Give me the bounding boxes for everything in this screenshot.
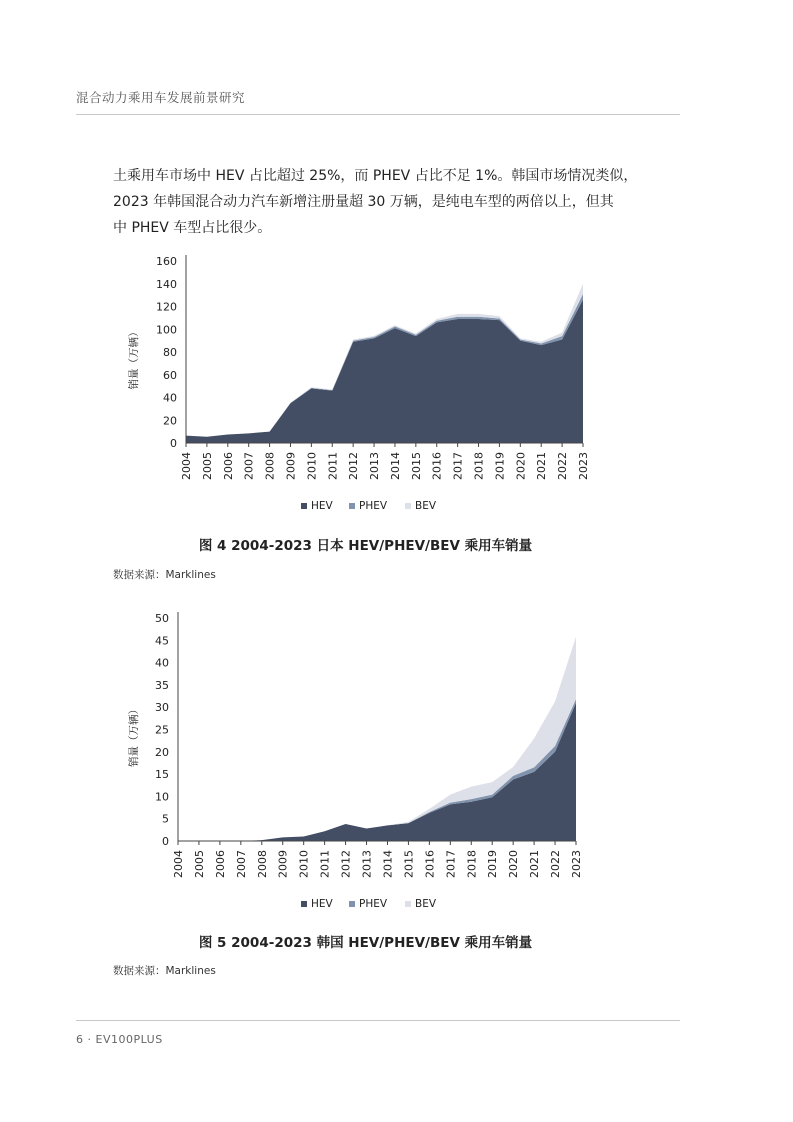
x-tick-label: 2009: [276, 850, 290, 878]
y-axis-label: 销量（万辆）: [128, 326, 140, 390]
x-tick-label: 2006: [213, 850, 227, 878]
y-tick-label: 60: [163, 368, 177, 382]
x-tick-label: 2021: [528, 850, 542, 878]
y-tick-label: 160: [156, 255, 177, 268]
y-tick-label: 0: [162, 835, 169, 848]
x-tick-label: 2021: [535, 452, 549, 480]
x-tick-label: 2014: [381, 850, 395, 878]
x-tick-label: 2017: [444, 850, 458, 878]
body-paragraph: [113, 163, 638, 241]
legend-swatch-phev: [349, 503, 355, 509]
x-tick-label: 2009: [284, 452, 298, 480]
page-footer: 6 · EV100PLUS: [76, 1033, 163, 1046]
footer-divider: [76, 1020, 680, 1021]
x-tick-label: 2005: [192, 850, 206, 878]
x-tick-label: 2022: [556, 452, 570, 480]
y-tick-label: 80: [163, 346, 177, 359]
x-tick-label: 2020: [514, 452, 528, 480]
y-tick-label: 0: [170, 437, 177, 450]
x-tick-label: 2019: [493, 452, 507, 480]
legend-label-bev: BEV: [415, 500, 437, 512]
x-tick-label: 2015: [402, 850, 416, 878]
body-line: 2023 年韩国混合动力汽车新增注册量超 30 万辆，是纯电车型的两倍以上，但其: [113, 194, 614, 210]
y-tick-label: 20: [155, 745, 169, 759]
x-tick-label: 2022: [549, 850, 563, 878]
y-tick-label: 50: [155, 612, 169, 625]
x-tick-label: 2015: [409, 452, 423, 480]
x-tick-label: 2011: [326, 452, 340, 480]
x-tick-label: 2013: [368, 452, 382, 480]
x-tick-label: 2004: [172, 850, 185, 878]
x-tick-label: 2012: [339, 850, 353, 878]
header-divider: [76, 114, 680, 115]
x-tick-label: 2018: [472, 452, 486, 480]
x-tick-label: 2019: [486, 850, 500, 878]
x-tick-label: 2006: [221, 452, 235, 480]
header-title: 混合动力乘用车发展前景研究: [76, 90, 246, 105]
body-line: 中 PHEV 车型占比很少。: [113, 220, 272, 236]
x-tick-label: 2016: [423, 850, 437, 878]
legend-label-phev: PHEV: [359, 898, 388, 910]
y-tick-label: 10: [155, 790, 169, 804]
y-tick-label: 5: [162, 812, 169, 826]
x-tick-label: 2004: [180, 452, 193, 480]
x-tick-label: 2007: [242, 452, 256, 480]
x-tick-label: 2010: [297, 850, 311, 878]
y-tick-label: 120: [156, 300, 177, 314]
area-hev: [186, 300, 583, 443]
y-axis-label: 销量（万辆）: [128, 704, 140, 767]
x-tick-label: 2020: [507, 850, 521, 878]
x-tick-label: 2017: [451, 452, 465, 480]
body-line: 土乘用车市场中 HEV 占比超过 25%，而 PHEV 占比不足 1%。韩国市场情况类似，: [113, 168, 638, 184]
x-tick-label: 2008: [263, 452, 277, 480]
figure-4-source: 数据来源：Marklines: [113, 569, 216, 581]
x-tick-label: 2023: [577, 452, 590, 480]
legend-swatch-phev: [349, 901, 355, 907]
x-tick-label: 2008: [255, 850, 269, 878]
legend-label-bev: BEV: [415, 898, 437, 910]
y-tick-label: 15: [155, 768, 169, 782]
x-tick-label: 2007: [234, 850, 248, 878]
legend-label-phev: PHEV: [359, 500, 388, 512]
y-tick-label: 45: [155, 634, 169, 648]
legend-swatch-hev: [301, 503, 307, 509]
x-tick-label: 2010: [305, 452, 319, 480]
x-tick-label: 2023: [570, 850, 583, 878]
x-tick-label: 2011: [318, 850, 332, 878]
y-tick-label: 35: [155, 678, 169, 692]
legend-swatch-bev: [405, 901, 411, 907]
figure-4-caption: 图 4 2004-2023 日本 HEV/PHEV/BEV 乘用车销量: [198, 538, 533, 554]
legend-swatch-bev: [405, 503, 411, 509]
x-tick-label: 2013: [360, 850, 374, 878]
korea-sales-chart: [113, 608, 618, 918]
x-tick-label: 2016: [430, 452, 444, 480]
japan-sales-chart: [113, 250, 618, 520]
figure-5-source: 数据来源：Marklines: [113, 965, 216, 977]
y-tick-label: 100: [156, 323, 177, 337]
legend-label-hev: HEV: [311, 898, 333, 910]
legend-label-hev: HEV: [311, 500, 333, 512]
x-tick-label: 2018: [465, 850, 479, 878]
x-tick-label: 2014: [388, 452, 402, 480]
y-tick-label: 30: [155, 701, 169, 715]
y-tick-label: 40: [163, 391, 177, 405]
y-tick-label: 140: [156, 277, 177, 291]
figure-5-caption: 图 5 2004-2023 韩国 HEV/PHEV/BEV 乘用车销量: [198, 935, 533, 951]
x-tick-label: 2005: [200, 452, 214, 480]
x-tick-label: 2012: [347, 452, 361, 480]
legend-swatch-hev: [301, 901, 307, 907]
y-tick-label: 20: [163, 414, 177, 428]
y-tick-label: 40: [155, 656, 169, 670]
y-tick-label: 25: [155, 723, 169, 737]
